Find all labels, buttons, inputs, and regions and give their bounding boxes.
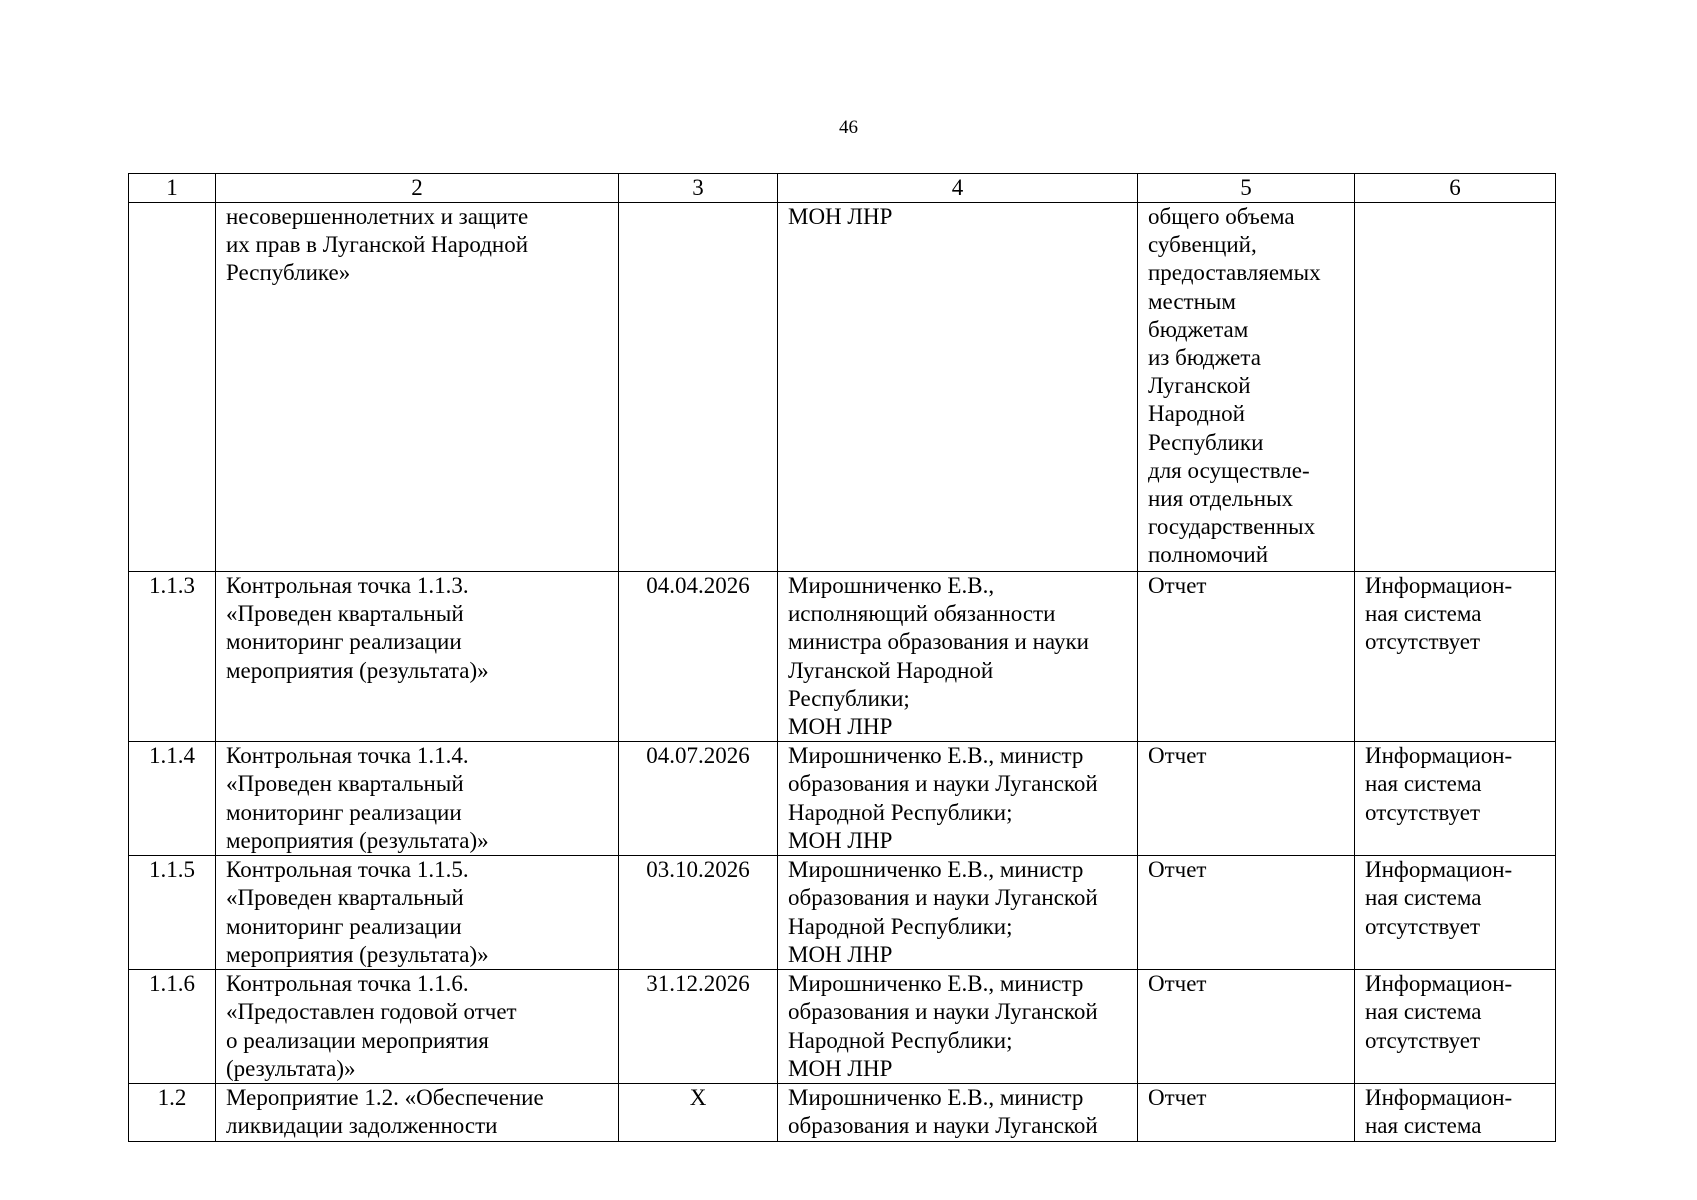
cell-system: Информацион- ная система отсутствует (1355, 572, 1556, 742)
cell-responsible: Мирошниченко Е.В., исполняющий обязанности министра образования и науки Луганской Народной Республики; МОН ЛНР (778, 572, 1138, 742)
cell-name: Контрольная точка 1.1.3. «Проведен квартальный мониторинг реализации мероприятия (результата)» (216, 572, 619, 742)
cell-name: Контрольная точка 1.1.5. «Проведен квартальный мониторинг реализации мероприятия (результата)» (216, 856, 619, 970)
cell-date: 04.07.2026 (619, 742, 778, 856)
cell-document: Отчет (1138, 970, 1355, 1084)
cell-name: Контрольная точка 1.1.6. «Предоставлен годовой отчет о реализации мероприятия (результата)» (216, 970, 619, 1084)
table-row (129, 203, 1556, 572)
table-row (129, 572, 1556, 742)
cell-document: общего объема субвенций, предоставляемых местным бюджетам из бюджета Луганской Народной Республики для осуществле- ния отдельных государственных полномочий (1138, 203, 1355, 572)
table-row (129, 1084, 1556, 1142)
cell-date: Х (619, 1084, 778, 1142)
cell-responsible: Мирошниченко Е.В., министр образования и науки Луганской (778, 1084, 1138, 1142)
cell-number: 1.2 (129, 1084, 216, 1142)
table-row (129, 742, 1556, 856)
cell-name: Контрольная точка 1.1.4. «Проведен квартальный мониторинг реализации мероприятия (результата)» (216, 742, 619, 856)
cell-system: Информацион- ная система отсутствует (1355, 856, 1556, 970)
table-row (129, 856, 1556, 970)
column-header: 2 (216, 174, 619, 203)
cell-number: 1.1.6 (129, 970, 216, 1084)
cell-date: 03.10.2026 (619, 856, 778, 970)
cell-document: Отчет (1138, 572, 1355, 742)
cell-document: Отчет (1138, 856, 1355, 970)
column-header: 1 (129, 174, 216, 203)
column-header: 6 (1355, 174, 1556, 203)
table-header-row (129, 174, 1556, 203)
column-header: 5 (1138, 174, 1355, 203)
page-number: 46 (839, 117, 858, 138)
cell-document: Отчет (1138, 1084, 1355, 1142)
cell-date: 04.04.2026 (619, 572, 778, 742)
cell-number: 1.1.3 (129, 572, 216, 742)
cell-date (619, 203, 778, 572)
cell-system (1355, 203, 1556, 572)
table-row (129, 970, 1556, 1084)
cell-number (129, 203, 216, 572)
cell-responsible: Мирошниченко Е.В., министр образования и науки Луганской Народной Республики; МОН ЛНР (778, 856, 1138, 970)
column-header: 3 (619, 174, 778, 203)
control-points-table (128, 173, 1556, 1142)
cell-name: несовершеннолетних и защите их прав в Луганской Народной Республике» (216, 203, 619, 572)
cell-date: 31.12.2026 (619, 970, 778, 1084)
column-header: 4 (778, 174, 1138, 203)
cell-responsible: Мирошниченко Е.В., министр образования и науки Луганской Народной Республики; МОН ЛНР (778, 742, 1138, 856)
cell-number: 1.1.4 (129, 742, 216, 856)
cell-system: Информацион- ная система (1355, 1084, 1556, 1142)
cell-document: Отчет (1138, 742, 1355, 856)
cell-number: 1.1.5 (129, 856, 216, 970)
cell-name: Мероприятие 1.2. «Обеспечение ликвидации задолженности (216, 1084, 619, 1142)
cell-responsible: Мирошниченко Е.В., министр образования и науки Луганской Народной Республики; МОН ЛНР (778, 970, 1138, 1084)
cell-system: Информацион- ная система отсутствует (1355, 970, 1556, 1084)
cell-responsible: МОН ЛНР (778, 203, 1138, 572)
cell-system: Информацион- ная система отсутствует (1355, 742, 1556, 856)
